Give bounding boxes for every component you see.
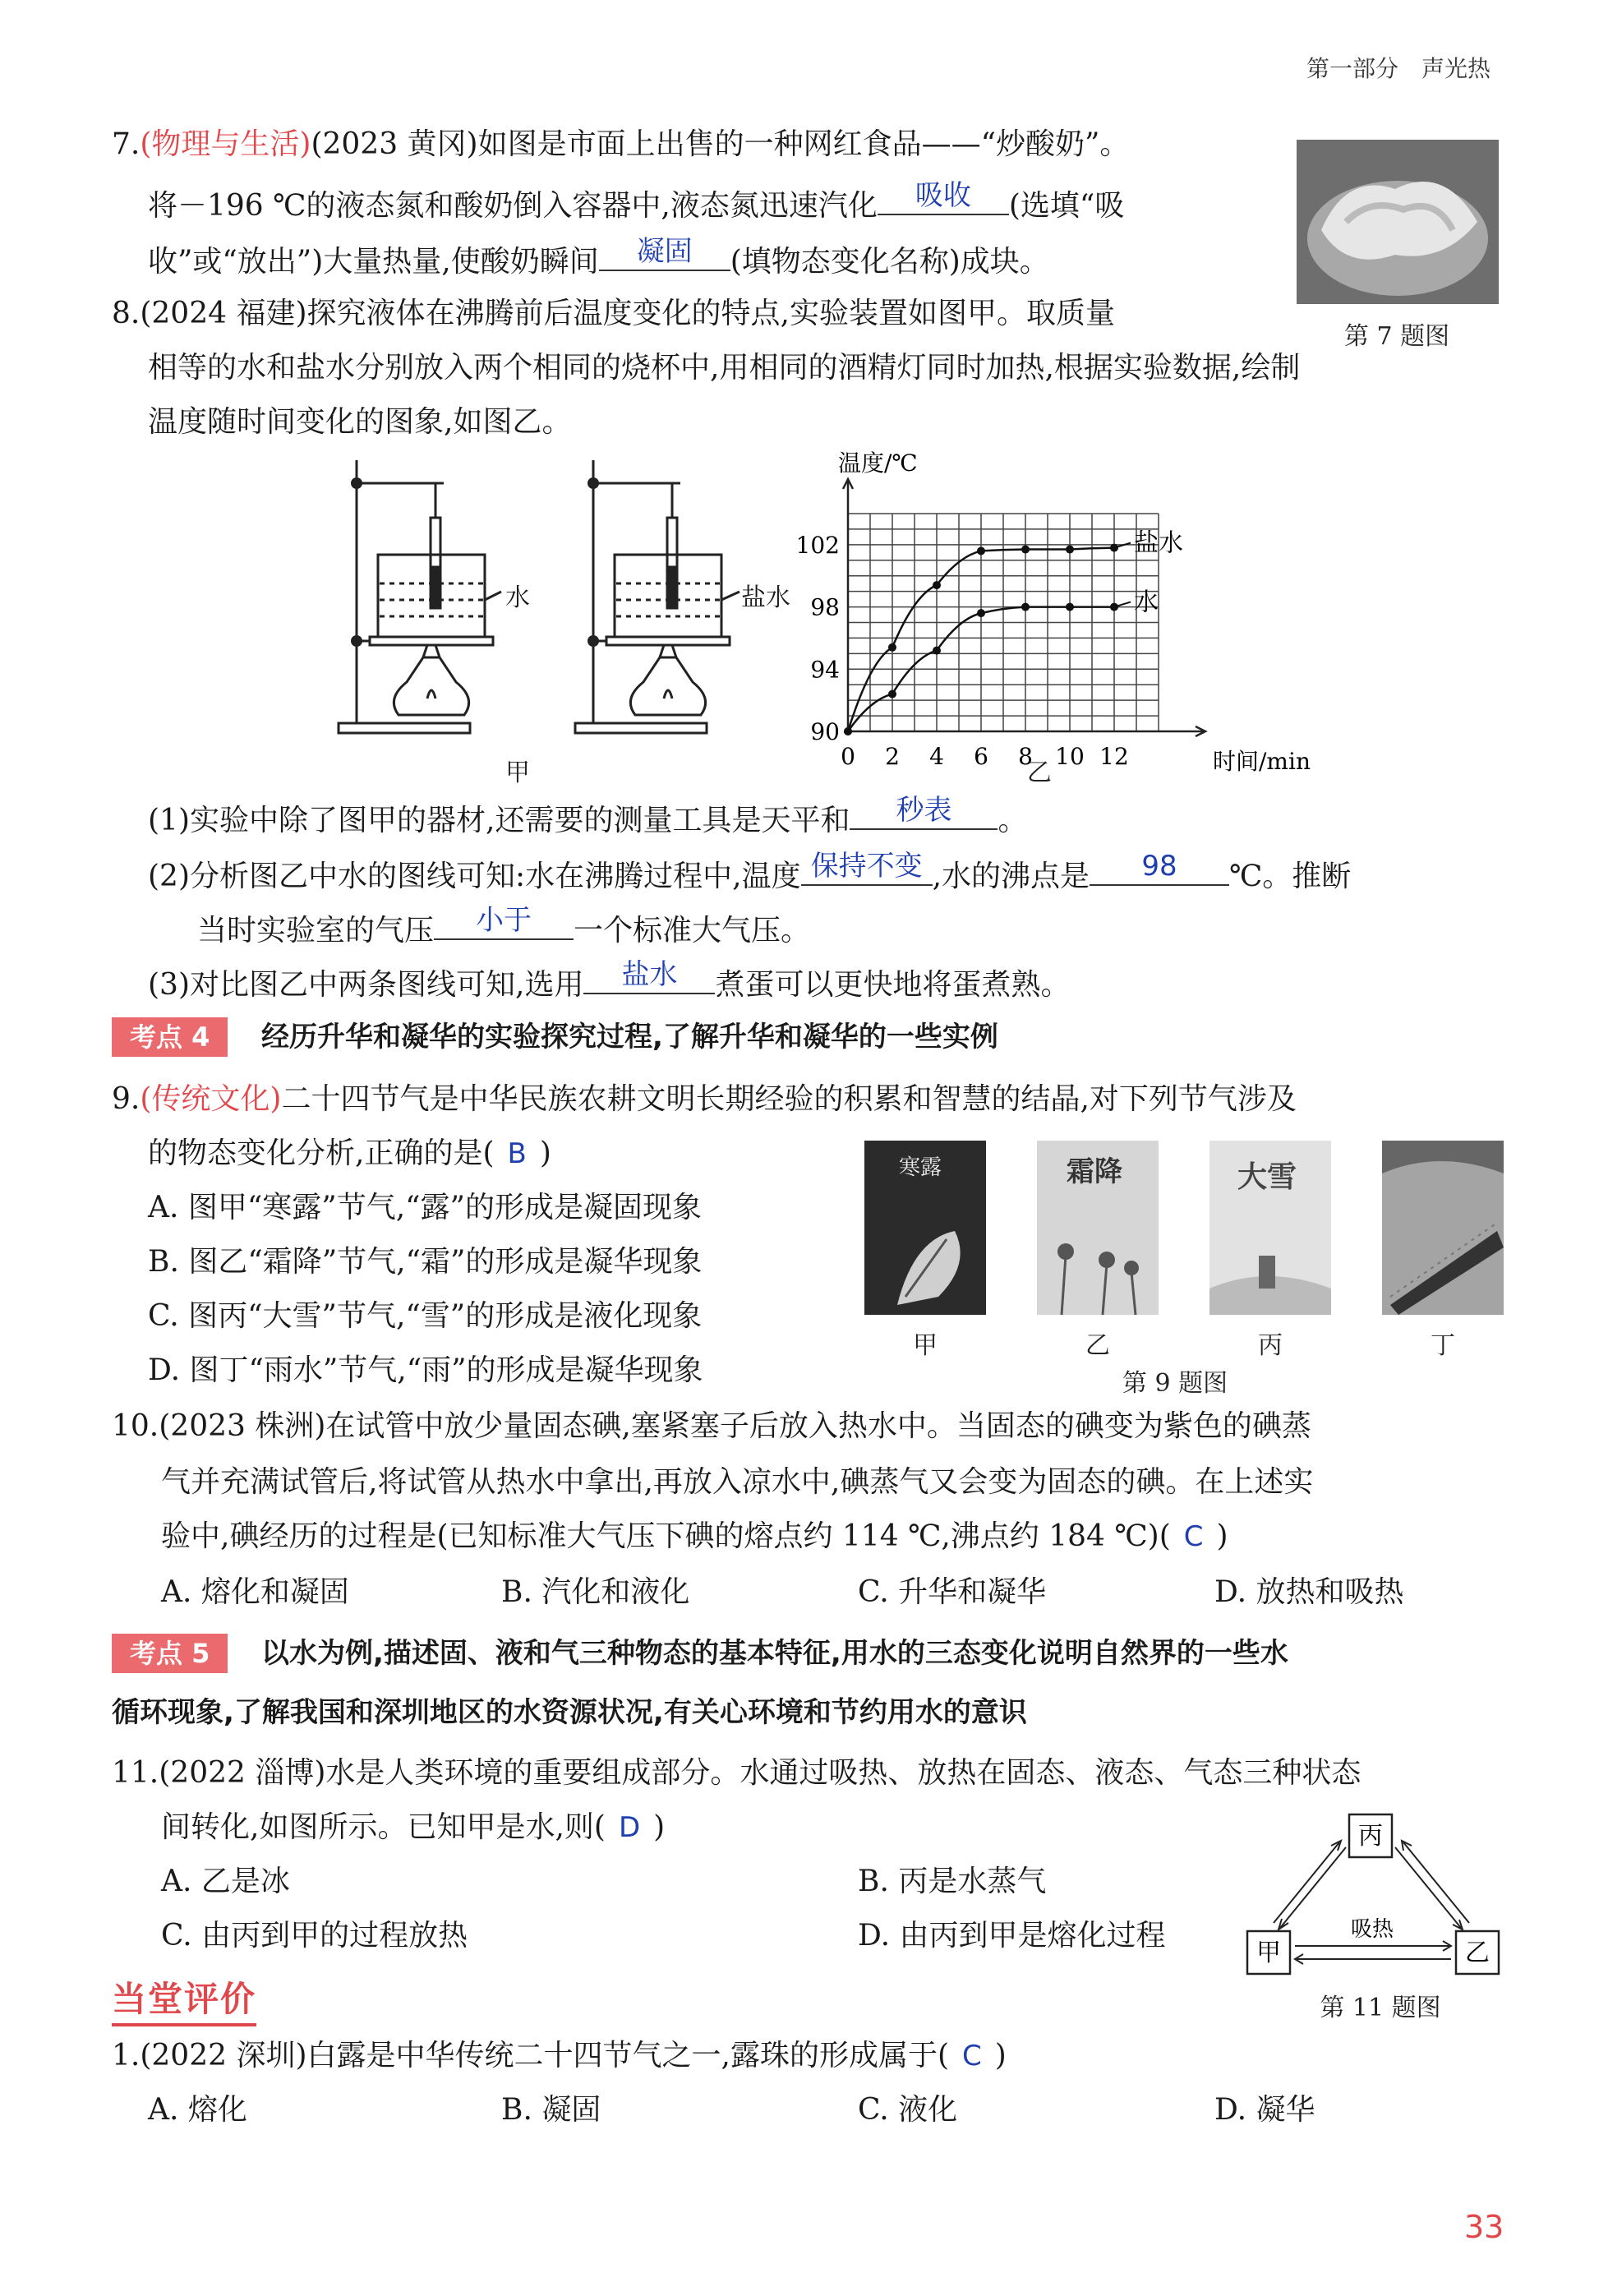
series-label-1: 水	[1134, 588, 1159, 617]
review-optC: C. 液化	[858, 2093, 958, 2127]
state-cycle-diagram	[1232, 1800, 1528, 1989]
data-point	[888, 643, 896, 652]
q11-optA: A. 乙是冰	[161, 1865, 290, 1898]
kp5-tag: 考点 5	[112, 1634, 228, 1673]
data-point	[1066, 603, 1074, 611]
data-point	[1066, 546, 1074, 554]
data-point	[933, 581, 941, 589]
y-tick-label: 94	[810, 656, 840, 684]
kp5-text2: 循环现象,了解我国和深圳地区的水资源状况,有关心环境和节约用水的意识	[112, 1696, 1027, 1729]
review-optB: B. 凝固	[501, 2093, 601, 2127]
figure-yi-label: 乙	[1027, 758, 1052, 787]
q9-optC: C. 图丙“大雪”节气,“雪”的形成是液化现象	[148, 1299, 703, 1333]
q9-optB: B. 图乙“霜降”节气,“霜”的形成是凝华现象	[148, 1245, 703, 1279]
x-tick-label: 2	[885, 743, 900, 770]
q9-optD: D. 图丁“雨水”节气,“雨”的形成是凝华现象	[148, 1353, 703, 1387]
temperature-chart	[795, 450, 1348, 775]
q9-line1: 9.(传统文化)二十四节气是中华民族农耕文明长期经验的积累和智慧的结晶,对下列节气涉及	[112, 1082, 1297, 1116]
node-jia: 甲	[1256, 1939, 1281, 1967]
data-point	[1021, 546, 1030, 554]
yogurt-photo	[1297, 140, 1499, 304]
q7-line1: 7.(物理与生活)(2023 黄冈)如图是市面上出售的一种网红食品——“炒酸奶”。	[112, 127, 1130, 161]
x-tick-label: 4	[929, 743, 944, 770]
q8-line2: 相等的水和盐水分别放入两个相同的烧杯中,用相同的酒精灯同时加热,根据实验数据,绘制	[148, 351, 1301, 385]
q8-sub1: (1)实验中除了图甲的器材,还需要的测量工具是天平和 秒表 。	[148, 794, 1028, 837]
photo-yi: 霜降	[1037, 1141, 1159, 1315]
y-tick-label: 90	[810, 718, 840, 745]
y-tick-label: 98	[810, 593, 840, 621]
data-point	[1110, 544, 1118, 552]
q8-sub2: (2)分析图乙中水的图线可知:水在沸腾过程中,温度 保持不变 ,水的沸点是 98 ℃。推断	[148, 850, 1352, 893]
data-point	[844, 727, 852, 735]
q8-line1: 8.(2024 福建)探究液体在沸腾前后温度变化的特点,实验装置如图甲。取质量	[112, 297, 1115, 330]
y-tick-label: 102	[795, 531, 840, 559]
q8-sub3: (3)对比图乙中两条图线可知,选用 盐水 煮蛋可以更快地将蛋煮熟。	[148, 958, 1071, 1002]
photo-bing: 大雪	[1209, 1141, 1331, 1315]
data-point	[977, 609, 985, 617]
q10-optA: A. 熔化和凝固	[161, 1575, 349, 1609]
review-optD: D. 凝华	[1214, 2093, 1315, 2127]
q10-optB: B. 汽化和液化	[501, 1575, 690, 1609]
photo-label-jia: 甲	[913, 1331, 938, 1360]
kp4-text: 经历升华和凝华的实验探究过程,了解升华和凝华的一些实例	[261, 1021, 998, 1053]
series-label-0: 盐水	[1134, 528, 1183, 558]
x-tick-label: 8	[1018, 743, 1033, 770]
q11-optB: B. 丙是水蒸气	[858, 1865, 1047, 1898]
q10-line3: 验中,碘经历的过程是(已知标准大气压下碘的熔点约 114 ℃,沸点约 184 ℃)( C )	[161, 1519, 1228, 1553]
q7-line2: 将－196 ℃的液态氮和酸奶倒入容器中,液态氮迅速汽化 吸收 (选填“吸	[148, 179, 1125, 223]
q9-line2: 的物态变化分析,正确的是( B )	[148, 1136, 551, 1170]
photo-label-ding: 丁	[1431, 1331, 1455, 1360]
data-point	[933, 647, 941, 655]
node-yi: 乙	[1465, 1939, 1490, 1967]
x-tick-label: 0	[841, 743, 855, 770]
review-title: 当堂评价	[112, 1972, 256, 2026]
q11-optC: C. 由丙到甲的过程放热	[161, 1919, 468, 1953]
review-q1: 1.(2022 深圳)白露是中华传统二十四节气之一,露珠的形成属于( C )	[112, 2039, 1007, 2072]
q7-caption: 第 7 题图	[1343, 322, 1450, 351]
q10-optD: D. 放热和吸热	[1214, 1575, 1404, 1609]
q10-optC: C. 升华和凝华	[858, 1575, 1047, 1609]
page-number: 33	[1464, 2209, 1504, 2245]
review-optA: A. 熔化	[148, 2093, 247, 2127]
q8-sub2-cont: 当时实验室的气压 小于 一个标准大气压。	[197, 904, 811, 947]
q8-line3: 温度随时间变化的图象,如图乙。	[148, 405, 572, 439]
photo-ding	[1382, 1141, 1504, 1315]
page-header: 第一部分 声光热	[1306, 55, 1491, 82]
data-point	[888, 690, 896, 698]
photo-label-yi: 乙	[1085, 1331, 1110, 1360]
q11-optD: D. 由丙到甲是熔化过程	[858, 1919, 1166, 1953]
apparatus-figure	[329, 452, 772, 748]
q9-caption: 第 9 题图	[1122, 1369, 1228, 1398]
kp4-tag: 考点 4	[112, 1017, 228, 1057]
label-saltwater: 盐水	[741, 583, 790, 612]
x-tick-label: 6	[974, 743, 988, 770]
q10-line2: 气并充满试管后,将试管从热水中拿出,再放入凉水中,碘蒸气又会变为固态的碘。在上述实	[161, 1465, 1314, 1499]
data-point	[1021, 603, 1030, 611]
data-point	[977, 546, 985, 555]
kp5-text1: 以水为例,描述固、液和气三种物态的基本特征,用水的三态变化说明自然界的一些水	[261, 1637, 1288, 1670]
arrow-label: 吸热	[1350, 1917, 1394, 1942]
y-axis-label: 温度/℃	[838, 450, 918, 477]
x-tick-label: 12	[1099, 743, 1129, 770]
figure-jia-label: 甲	[505, 758, 530, 787]
node-bing: 丙	[1358, 1822, 1383, 1851]
q11-caption: 第 11 题图	[1320, 1994, 1441, 2022]
x-tick-label: 10	[1055, 743, 1085, 770]
q7-line3: 收”或“放出”)大量热量,使酸奶瞬间 凝固 (填物态变化名称)成块。	[148, 235, 1049, 279]
q11-line1: 11.(2022 淄博)水是人类环境的重要组成部分。水通过吸热、放热在固态、液态、气态三种状态	[112, 1756, 1362, 1790]
x-axis-label: 时间/min	[1213, 748, 1311, 775]
q11-line2: 间转化,如图所示。已知甲是水,则( D )	[161, 1810, 666, 1844]
q9-optA: A. 图甲“寒露”节气,“露”的形成是凝固现象	[148, 1191, 702, 1224]
label-water: 水	[505, 583, 530, 612]
photo-jia: 寒露	[864, 1141, 986, 1315]
photo-label-bing: 丙	[1258, 1331, 1283, 1360]
q10-line1: 10.(2023 株洲)在试管中放少量固态碘,塞紧塞子后放入热水中。当固态的碘变为紫色的碘蒸	[112, 1409, 1311, 1443]
